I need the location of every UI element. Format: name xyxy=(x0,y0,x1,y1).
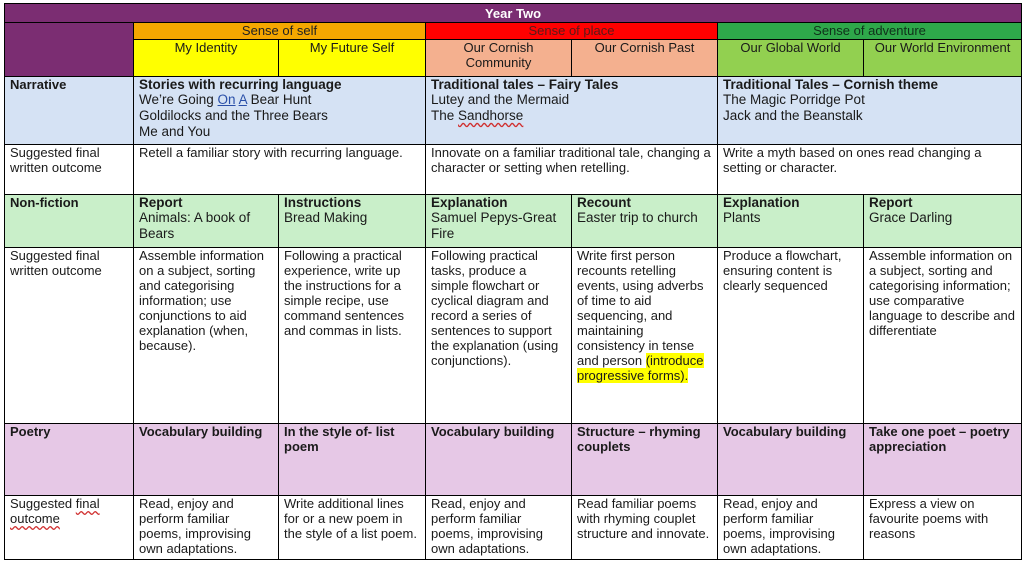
narrative-adventure-outcome: Write a myth based on ones read changing a setting or character. xyxy=(718,145,1022,195)
nonfiction-cell-4 xyxy=(572,195,718,248)
narrative-self-text: Me and You xyxy=(139,124,211,139)
poetry-outcome-2: Write additional lines for or a new poem in the style of a list poem. xyxy=(279,496,426,560)
nonfiction-topic: Grace Darling xyxy=(869,210,953,225)
nonfiction-row xyxy=(5,195,1022,248)
spellcheck-word: outcome xyxy=(10,511,60,526)
poetry-heading-1: Vocabulary building xyxy=(134,424,279,496)
nonfiction-outcome-2: Following a practical experience, write up the instructions for a simple recipe, use command sentences and commas in lists. xyxy=(279,248,426,424)
narrative-outcome-row xyxy=(5,145,1022,195)
unit-our-global-world: Our Global World xyxy=(718,40,864,77)
unit-my-future-self: My Future Self xyxy=(279,40,426,77)
nonfiction-topic: Samuel Pepys-Great Fire xyxy=(431,210,557,241)
table-title: Year Two xyxy=(5,4,1022,23)
nonfiction-cell-6 xyxy=(864,195,1022,248)
narrative-place-heading: Traditional tales – Fairy Tales xyxy=(431,77,619,92)
narrative-place-outcome: Innovate on a familiar traditional tale, changing a character or setting when retelling. xyxy=(426,145,718,195)
narrative-adventure-heading: Traditional Tales – Cornish theme xyxy=(723,77,939,92)
theme-row xyxy=(5,23,1022,40)
poetry-heading-4: Structure – rhyming couplets xyxy=(572,424,718,496)
narrative-place-text xyxy=(431,108,712,124)
narrative-outcome-label: Suggested final written outcome xyxy=(5,145,134,195)
nonfiction-outcome-3: Following practical tasks, produce a simple flowchart or cyclical diagram and record a series of sentences to support the explanation (using conjunctions). xyxy=(426,248,572,424)
highlighted-text: (introduce progressive forms). xyxy=(577,353,704,383)
nonfiction-outcome-row xyxy=(5,248,1022,424)
narrative-row xyxy=(5,77,1022,145)
nonfiction-outcome-6: Assemble information on a subject, sorting and categorising information; use comparative language to describe and differentiate xyxy=(864,248,1022,424)
poetry-outcome-3: Read, enjoy and perform familiar poems, improvising own adaptations. xyxy=(426,496,572,560)
nonfiction-cell-2 xyxy=(279,195,426,248)
poetry-outcome-5: Read, enjoy and perform familiar poems, improvising own adaptations. xyxy=(718,496,864,560)
unit-my-identity: My Identity xyxy=(134,40,279,77)
theme-sense-of-adventure: Sense of adventure xyxy=(718,23,1022,40)
underlined-word: A xyxy=(238,92,247,107)
nonfiction-outcome-5: Produce a flowchart, ensuring content is clearly sequenced xyxy=(718,248,864,424)
theme-sense-of-place: Sense of place xyxy=(426,23,718,40)
unit-our-world-environment: Our World Environment xyxy=(864,40,1022,77)
poetry-outcome-label xyxy=(5,496,134,560)
nonfiction-heading: Instructions xyxy=(284,195,362,210)
poetry-outcome-row xyxy=(5,496,1022,560)
narrative-self-cell xyxy=(134,77,426,145)
nonfiction-cell-1 xyxy=(134,195,279,248)
narrative-adventure-cell xyxy=(718,77,1022,145)
poetry-heading-3: Vocabulary building xyxy=(426,424,572,496)
theme-sense-of-self: Sense of self xyxy=(134,23,426,40)
unit-our-cornish-past: Our Cornish Past xyxy=(572,40,718,77)
text-fragment: The xyxy=(431,108,459,123)
text-fragment: Bear Hunt xyxy=(246,92,312,107)
poetry-outcome-1: Read, enjoy and perform familiar poems, improvising own adaptations. xyxy=(134,496,279,560)
outcome-text: Write first person recounts retelling events, using adverbs of time to aid sequencing, and maintaining consistency in tense and person xyxy=(577,248,704,368)
nonfiction-outcome-1: Assemble information on a subject, sorting and categorising information; use conjunctions to aid explanation (when, because). xyxy=(134,248,279,424)
nonfiction-outcome-4 xyxy=(572,248,718,424)
poetry-outcome-4: Read familiar poems with rhyming couplet structure and innovate. xyxy=(572,496,718,560)
curriculum-sheet xyxy=(4,3,1021,575)
narrative-label: Narrative xyxy=(5,77,134,145)
poetry-label: Poetry xyxy=(5,424,134,496)
label-word: Suggested xyxy=(10,496,73,511)
nonfiction-label: Non-fiction xyxy=(5,195,134,248)
narrative-self-heading: Stories with recurring language xyxy=(139,77,342,92)
poetry-heading-2: In the style of- list poem xyxy=(279,424,426,496)
title-row xyxy=(5,4,1022,23)
nonfiction-topic: Bread Making xyxy=(284,210,368,225)
narrative-self-outcome: Retell a familiar story with recurring language. xyxy=(134,145,426,195)
nonfiction-cell-5 xyxy=(718,195,864,248)
poetry-row xyxy=(5,424,1022,496)
curriculum-table xyxy=(4,3,1022,560)
narrative-place-text: Lutey and the Mermaid xyxy=(431,92,570,107)
corner-cell xyxy=(5,23,134,77)
nonfiction-outcome-label: Suggested final written outcome xyxy=(5,248,134,424)
nonfiction-topic: Plants xyxy=(723,210,761,225)
unit-our-cornish-community: Our Cornish Community xyxy=(426,40,572,77)
unit-row xyxy=(5,40,1022,77)
narrative-adventure-text: The Magic Porridge Pot xyxy=(723,92,865,107)
poetry-outcome-6: Express a view on favourite poems with reasons xyxy=(864,496,1022,560)
nonfiction-heading: Report xyxy=(869,195,913,210)
poetry-heading-5: Vocabulary building xyxy=(718,424,864,496)
underlined-word: On xyxy=(217,92,236,107)
narrative-self-text: Goldilocks and the Three Bears xyxy=(139,108,328,123)
nonfiction-cell-3 xyxy=(426,195,572,248)
nonfiction-topic: Animals: A book of Bears xyxy=(139,210,251,241)
nonfiction-topic: Easter trip to church xyxy=(577,210,698,225)
nonfiction-heading: Explanation xyxy=(431,195,508,210)
narrative-adventure-text: Jack and the Beanstalk xyxy=(723,108,863,123)
narrative-place-cell xyxy=(426,77,718,145)
nonfiction-heading: Recount xyxy=(577,195,631,210)
text-fragment: We’re Going xyxy=(139,92,218,107)
spellcheck-word: final xyxy=(75,496,100,511)
poetry-heading-6: Take one poet – poetry appreciation xyxy=(864,424,1022,496)
nonfiction-heading: Report xyxy=(139,195,183,210)
narrative-self-text xyxy=(139,92,420,108)
spellcheck-word: Sandhorse xyxy=(458,108,524,123)
nonfiction-heading: Explanation xyxy=(723,195,800,210)
